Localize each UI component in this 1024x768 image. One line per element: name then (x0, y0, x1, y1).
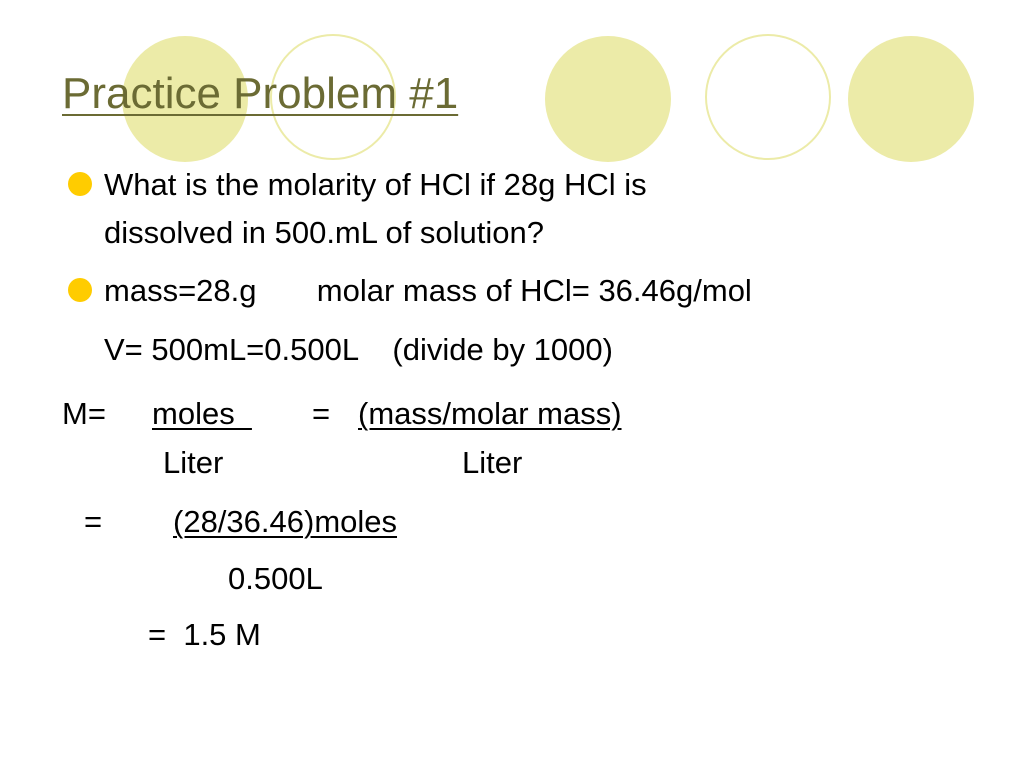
final-result: = 1.5 M (148, 617, 261, 652)
numerator-mass-ratio: (mass/molar mass) (358, 396, 622, 431)
decor-circle-4 (705, 34, 831, 160)
decor-circle-5 (848, 36, 974, 162)
numerator-moles: moles (152, 396, 252, 431)
denominator-volume: 0.500L (228, 561, 323, 596)
bullet-text-2b: V= 500mL=0.500L (divide by 1000) (104, 332, 613, 367)
slide-title: Practice Problem #1 (62, 69, 459, 118)
equals-sign-1: = (312, 396, 331, 431)
equals-sign-2: = (84, 504, 103, 539)
bullet-dot-icon (68, 278, 92, 302)
denominator-liter-1: Liter (163, 445, 224, 480)
bullet-dot-icon (68, 172, 92, 196)
bullet-text-1b: dissolved in 500.mL of solution? (104, 215, 545, 250)
bullet-text-2a: mass=28.g molar mass of HCl= 36.46g/mol (104, 273, 752, 308)
decor-circle-3 (545, 36, 671, 162)
numerator-calculation: (28/36.46)moles (173, 504, 398, 539)
denominator-liter-2: Liter (462, 445, 523, 480)
molarity-label: M= (62, 396, 106, 431)
bullet-text-1a: What is the molarity of HCl if 28g HCl is (104, 167, 647, 202)
